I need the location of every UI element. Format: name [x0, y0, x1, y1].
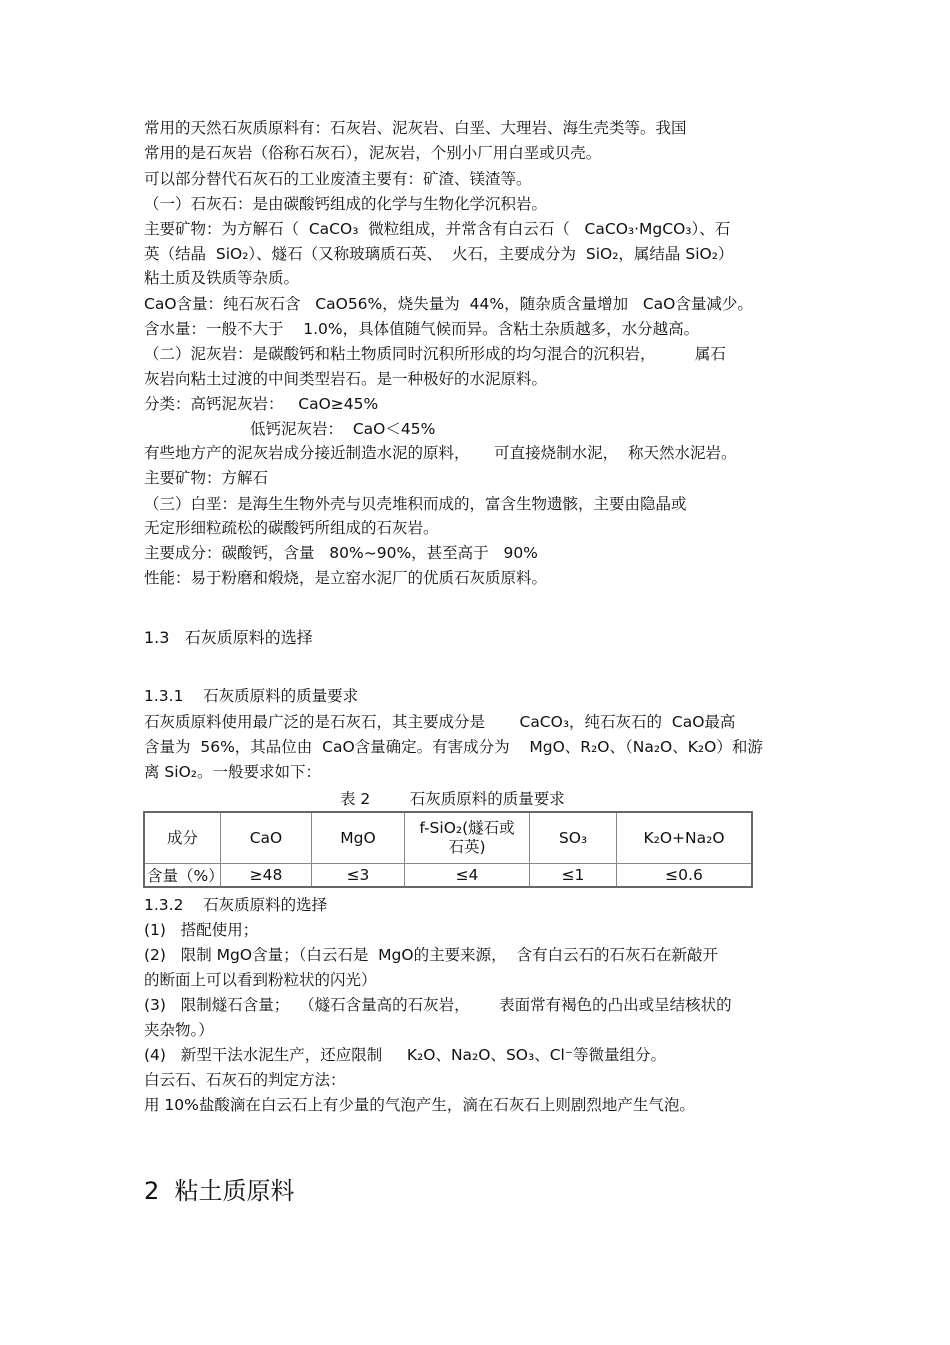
paragraph-line: 用 10%盐酸滴在白云石上有少量的气泡产生，滴在石灰石上则剧烈地产生气泡。 [144, 1096, 695, 1114]
chapter-heading: 2 粘土质原料 [144, 1177, 295, 1205]
paragraph-line: 常用的天然石灰质原料有：石灰岩、泥灰岩、白垩、大理岩、海生壳类等。我国 [144, 119, 687, 137]
paragraph-line: 粘土质及铁质等杂质。 [144, 269, 300, 287]
table-header-cell: MgO [312, 812, 405, 864]
paragraph-line: 低钙泥灰岩： CaO＜45% [250, 420, 436, 438]
paragraph-line: 有些地方产的泥灰岩成分接近制造水泥的原料， 可直接烧制水泥， 称天然水泥岩。 [144, 444, 737, 462]
paragraph-line: 分类：高钙泥灰岩： CaO≥45% [144, 395, 379, 413]
table-cell: ≤4 [405, 864, 530, 888]
paragraph-line: 无定形细粒疏松的碳酸钙所组成的石灰岩。 [144, 519, 439, 537]
table-header-row [144, 812, 752, 864]
list-item: (1) 搭配使用； [144, 921, 259, 939]
table-cell: ≥48 [221, 864, 312, 888]
table-header-cell: CaO [221, 812, 312, 864]
subsection-heading: 1.3.1 石灰质原料的质量要求 [144, 687, 359, 705]
paragraph-line: （一）石灰石：是由碳酸钙组成的化学与生物化学沉积岩。 [144, 195, 548, 213]
paragraph-line: 常用的是石灰岩（俗称石灰石），泥灰岩，个别小厂用白垩或贝壳。 [144, 144, 602, 162]
paragraph-line: 灰岩向粘土过渡的中间类型岩石。是一种极好的水泥原料。 [144, 370, 548, 388]
paragraph-line: 主要矿物：方解石 [144, 469, 269, 487]
table-caption: 表 2 石灰质原料的质量要求 [340, 790, 565, 808]
list-item: (2) 限制 MgO含量；（白云石是 MgO的主要来源， 含有白云石的石灰石在新敲开 [144, 946, 718, 964]
paragraph-line: 可以部分替代石灰石的工业废渣主要有：矿渣、镁渣等。 [144, 170, 532, 188]
paragraph-line: （二）泥灰岩：是碳酸钙和粘土物质同时沉积所形成的均匀混合的沉积岩， 属石 [144, 345, 726, 363]
paragraph-line: 白云石、石灰石的判定方法： [144, 1071, 346, 1089]
paragraph-line: 含水量：一般不大于 1.0%，具体值随气候而异。含粘土杂质越多，水分越高。 [144, 320, 700, 338]
table-row-label: 含量（%） [144, 864, 221, 888]
table-header-cell: 成分 [144, 812, 221, 864]
paragraph-line: 主要成分：碳酸钙，含量 80%~90%，甚至高于 90% [144, 544, 538, 562]
list-item: (3) 限制燧石含量； （燧石含量高的石灰岩， 表面常有褐色的凸出或呈结核状的 [144, 996, 732, 1014]
section-heading: 1.3 石灰质原料的选择 [144, 628, 313, 647]
table-cell: ≤0.6 [617, 864, 753, 888]
quality-requirements-table [143, 811, 753, 888]
table-cell: ≤1 [530, 864, 617, 888]
list-item: (4) 新型干法水泥生产，还应限制 K₂O、Na₂O、SO₃、Cl⁻等微量组分。 [144, 1046, 667, 1064]
table-header-cell: f-SiO₂(燧石或 石英) [405, 812, 530, 864]
paragraph-line: 石灰质原料使用最广泛的是石灰石，其主要成分是 CaCO₃，纯石灰石的 CaO最高 [144, 713, 736, 731]
table-row [144, 864, 752, 888]
paragraph-line: 主要矿物：为方解石（ CaCO₃ 微粒组成，并常含有白云石（ CaCO₃·MgCO₃）、石 [144, 220, 731, 238]
table-header-cell: K₂O+Na₂O [617, 812, 753, 864]
paragraph-line: 英（结晶 SiO₂）、燧石（又称玻璃质石英、 火石，主要成分为 SiO₂，属结晶 SiO₂） [144, 245, 734, 263]
paragraph-line: 离 SiO₂。一般要求如下： [144, 763, 321, 781]
table-cell: ≤3 [312, 864, 405, 888]
paragraph-line: （三）白垩：是海生生物外壳与贝壳堆积而成的，富含生物遗骸，主要由隐晶或 [144, 495, 687, 513]
list-item: 的断面上可以看到粉粒状的闪光） [144, 971, 377, 989]
list-item: 夹杂物。） [144, 1021, 214, 1039]
paragraph-line: 含量为 56%，其品位由 CaO含量确定。有害成分为 MgO、R₂O、（Na₂O、K₂O）和游 [144, 738, 763, 756]
subsection-heading: 1.3.2 石灰质原料的选择 [144, 896, 328, 914]
table-header-cell: SO₃ [530, 812, 617, 864]
paragraph-line: CaO含量：纯石灰石含 CaO56%，烧失量为 44%，随杂质含量增加 CaO含量减少。 [144, 295, 753, 313]
paragraph-line: 性能：易于粉磨和煅烧，是立窑水泥厂的优质石灰质原料。 [144, 569, 548, 587]
